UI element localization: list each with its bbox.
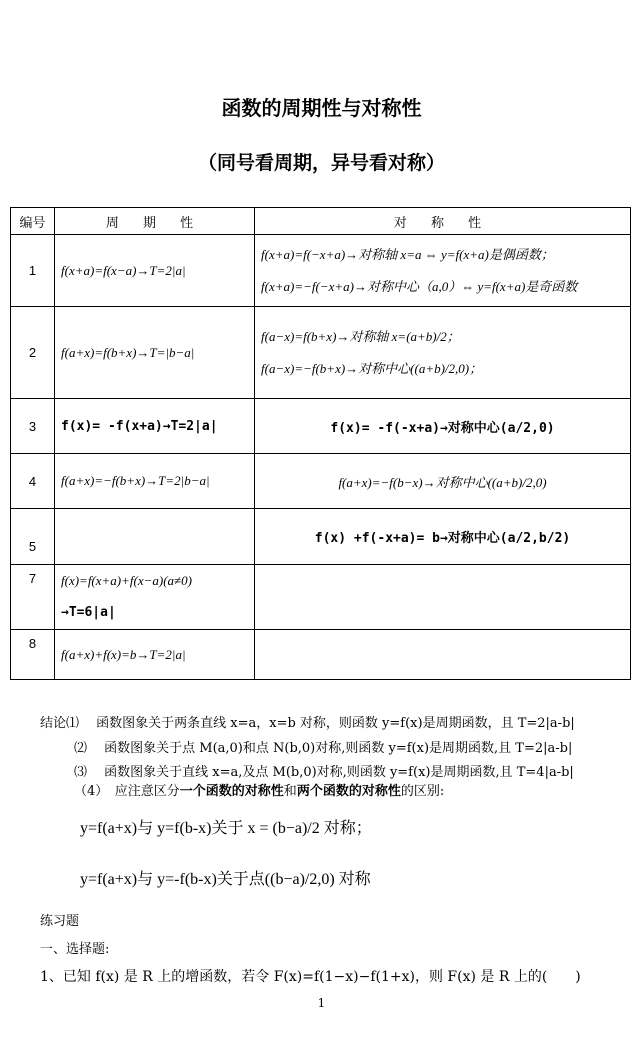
row-number: 3 [11,399,55,454]
symmetry-formulas [255,307,631,399]
symmetry-formula: f(x)= -f(-x+a)→对称中心(a/2,0) [255,399,631,454]
period-formula: f(a+x)=f(b+x)→T=|b−a| [55,307,255,399]
period-formula: f(x)=f(x+a)+f(x−a)(a≠0) [61,573,193,588]
symmetry-formula: f(a−x)=f(b+x)→对称轴 x=(a+b)/2； [261,328,460,344]
symmetry-formula: f(a−x)=−f(b+x)→对称中心((a+b)/2,0)； [261,360,483,376]
question-1: 1、已知 f(x) 是 R 上的增函数，若令 F(x)=f(1−x)−f(1+x)，则 F(x) 是 R 上的( ) [40,969,581,985]
empty-cell [255,630,631,680]
conclusion-4-prefix: （4） 应注意区分 [74,784,180,799]
period-formula: f(a+x)=−f(b+x)→T=2|b−a| [55,454,255,509]
header-symmetry: 对 称 性 [255,208,631,235]
table-row [11,630,631,680]
period-formula [55,509,255,565]
table-row [11,565,631,630]
period-formulas [55,565,255,630]
period-result: →T=6|a| [61,605,116,620]
table-row [11,399,631,454]
row-number: 7 [11,565,55,630]
symmetry-formula: f(a+x)=−f(b−x)→对称中心((a+b)/2,0) [255,454,631,509]
symmetry-formula: f(x+a)=f(−x+a)→对称轴 x=a ⇔ y=f(x+a)是偶函数； [261,246,554,262]
conclusion-4 [74,780,444,799]
table-row [11,454,631,509]
conclusion-2: ⑵ 函数图象关于点 M(a,0)和点 N(b,0)对称,则函数 y=f(x)是周期函数,且 T=2|a-b| [74,741,573,756]
page-title: 函数的周期性与对称性 [221,96,422,120]
conclusion-4-bold-1: 一个函数的对称性 [179,784,284,799]
table-row [11,235,631,307]
section-title: 一、选择题: [40,942,110,957]
symmetry-formulas [255,235,631,307]
row-number: 8 [11,630,55,680]
empty-cell [255,565,631,630]
symmetry-formula: f(x) +f(-x+a)= b→对称中心(a/2,b/2) [255,509,631,565]
header-number: 编号 [11,208,55,235]
row-number: 2 [11,307,55,399]
row-number: 5 [11,509,55,565]
conclusion-4-mid: 和 [283,784,297,799]
page-subtitle: （同号看周期，异号看对称） [197,152,445,174]
period-formula: f(a+x)+f(x)=b→T=2|a| [55,630,255,680]
table-header-row [11,208,631,235]
header-periodicity: 周 期 性 [55,208,255,235]
conclusion-1: 结论⑴ 函数图象关于两条直线 x=a，x=b 对称，则函数 y=f(x)是周期函数，且 T=2|a-b| [40,716,575,731]
property-table [10,207,631,680]
conclusion-4-suffix: 的区别: [400,784,445,799]
page-number: 1 [317,996,326,1010]
conclusion-4-bold-2: 两个函数的对称性 [296,784,401,799]
period-formula: f(x)= -f(x+a)→T=2|a| [55,399,255,454]
symmetry-formula: f(x+a)=−f(−x+a)→对称中心（a,0）⇔ y=f(x+a)是奇函数 [261,278,578,294]
row-number: 4 [11,454,55,509]
table-row [11,307,631,399]
conclusion-3: ⑶ 函数图象关于直线 x=a,及点 M(b,0)对称,则函数 y=f(x)是周期函数,且 T=4|a-b| [74,765,574,780]
relation-1: y=f(a+x)与 y=f(b-x)关于 x = (b−a)/2 对称； [80,820,372,837]
period-formula: f(x+a)=f(x−a)→T=2|a| [55,235,255,307]
row-number: 1 [11,235,55,307]
table-row [11,509,631,565]
exercise-title: 练习题 [40,914,80,929]
relation-2: y=f(a+x)与 y=-f(b-x)关于点((b−a)/2,0) 对称 [80,871,371,888]
